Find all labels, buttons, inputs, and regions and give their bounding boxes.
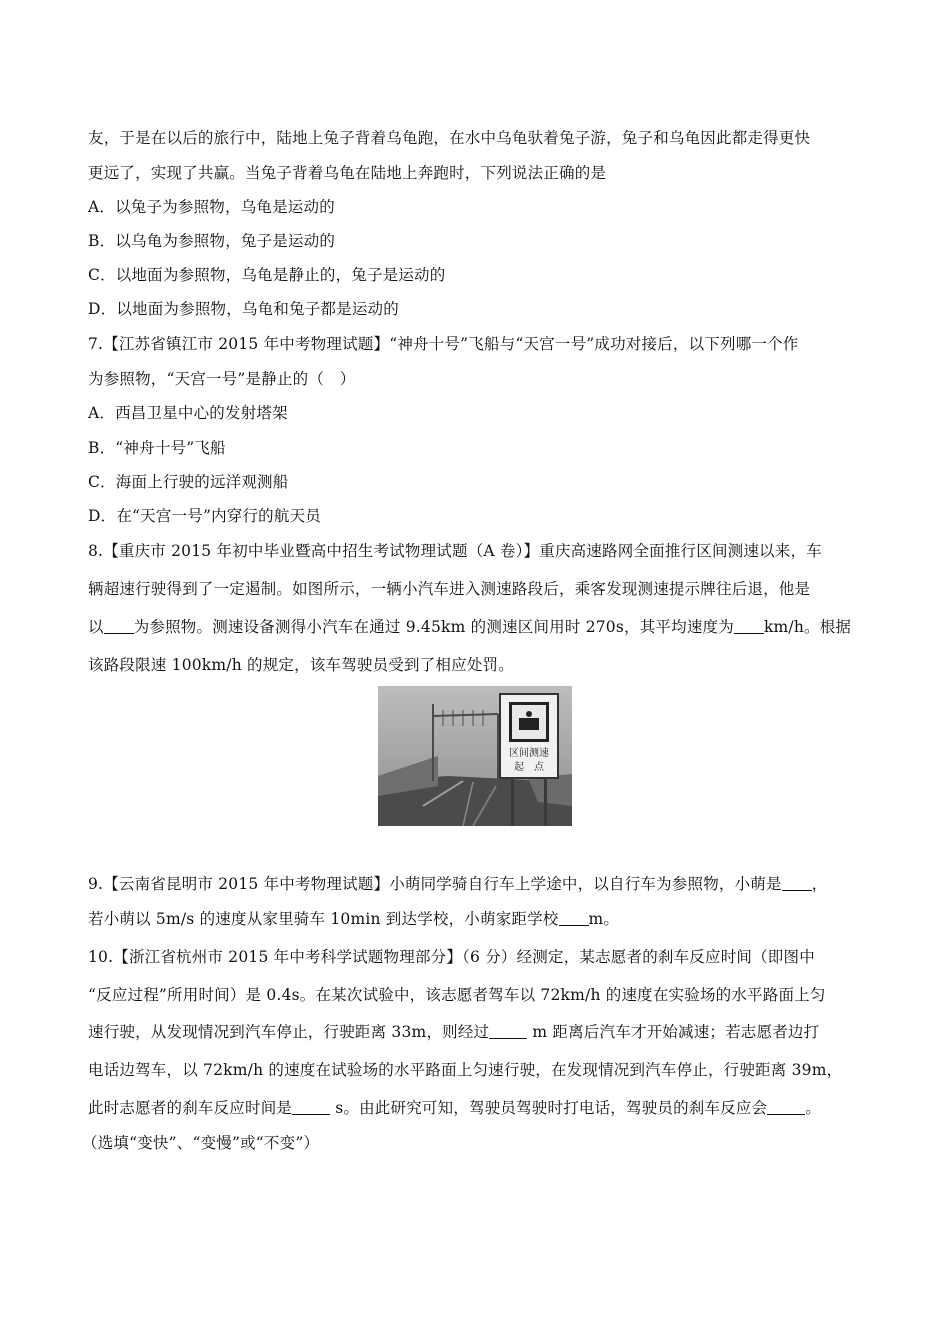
text-segment: m 距离后汽车才开始减速；若志愿者边打 [527,1023,820,1041]
text-segment: 若小萌以 5m/s 的速度从家里骑车 10min 到达学校，小萌家距学校 [88,910,559,928]
text-line [88,1098,868,1118]
text-line: （选填“变快”、“变慢”或“不变”） [82,1134,320,1152]
answer-blank[interactable] [292,1099,330,1115]
option-a: A．西昌卫星中心的发射塔架 [88,404,288,422]
option-b: B．以乌龟为参照物，兔子是运动的 [88,232,336,250]
text-line: 友，于是在以后的旅行中，陆地上兔子背着乌龟跑，在水中乌龟驮着兔子游，兔子和乌龟因此都走得更快 [88,129,811,147]
answer-blank[interactable] [767,1099,805,1115]
text-line: “反应过程”所用时间）是 0.4s。在某次试验中，该志愿者驾车以 72km/h 的速度在实验场的水平路面上匀 [88,986,826,1004]
text-line: 辆超速行驶得到了一定遏制。如图所示，一辆小汽车进入测速路段后，乘客发现测速提示牌往后退，他是 [88,580,811,598]
text-segment: 为参照物。测速设备测得小汽车在通过 9.45km 的测速区间用时 270s，其平均速度为 [133,618,734,636]
text-segment: 速行驶，从发现情况到汽车停止，行驶距离 33m，则经过 [88,1023,490,1041]
text-segment: km/h。根据 [763,618,852,636]
option-a: A．以兔子为参照物，乌龟是运动的 [88,198,335,216]
question-7: 7.【江苏省镇江市 2015 年中考物理试题】“神舟十号”飞船与“天宫一号”成功对接后，以下列哪一个作 [88,335,799,353]
question-9 [88,874,868,894]
sign-text-1: 区间测速 [509,748,549,759]
text-line [88,1022,868,1042]
text-segment: ， [811,875,828,893]
speed-camera-photo [378,686,572,826]
option-c: C．以地面为参照物，乌龟是静止的，兔子是运动的 [88,266,446,284]
option-d: D．在“天宫一号”内穿行的航天员 [88,507,321,525]
option-c: C．海面上行驶的远洋观测船 [88,473,289,491]
question-8: 8.【重庆市 2015 年初中毕业暨高中招生考试物理试题（A 卷）】重庆高速路网全面推行区间测速以来，车 [88,542,822,560]
text-segment: 以 [88,618,104,636]
answer-blank[interactable] [559,910,589,926]
text-segment: s。由此研究可知，驾驶员驾驶时打电话，驾驶员的刹车反应会 [330,1099,768,1117]
text-line: 为参照物，“天宫一号”是静止的（ ） [88,370,356,388]
sign-text-2: 起 点 [514,762,544,773]
text-segment: 此时志愿者的刹车反应时间是 [88,1099,293,1117]
text-segment: 9.【云南省昆明市 2015 年中考物理试题】小萌同学骑自行车上学途中，以自行车为参照物，小萌是 [88,875,782,893]
answer-blank[interactable] [782,875,812,891]
text-line [88,909,868,929]
text-line: 电话边驾车，以 72km/h 的速度在试验场的水平路面上匀速行驶，在发现情况到汽车停止，行驶距离 39m， [88,1061,843,1079]
question-10: 10.【浙江省杭州市 2015 年中考科学试题物理部分】（6 分）经测定，某志愿者的刹车反应时间（即图中 [88,948,815,966]
answer-blank[interactable] [734,618,764,634]
text-segment: m。 [588,910,620,928]
answer-blank[interactable] [104,618,134,634]
text-line [88,617,868,637]
text-line: 更远了，实现了共赢。当兔子背着乌龟在陆地上奔跑时，下列说法正确的是 [88,164,607,182]
option-d: D．以地面为参照物，乌龟和兔子都是运动的 [88,300,399,318]
answer-blank[interactable] [489,1023,527,1039]
text-line: 该路段限速 100km/h 的规定，该车驾驶员受到了相应处罚。 [88,656,514,674]
text-segment: 。 [805,1099,821,1117]
option-b: B．“神舟十号”飞船 [88,439,226,457]
road-sign-image [378,686,572,826]
